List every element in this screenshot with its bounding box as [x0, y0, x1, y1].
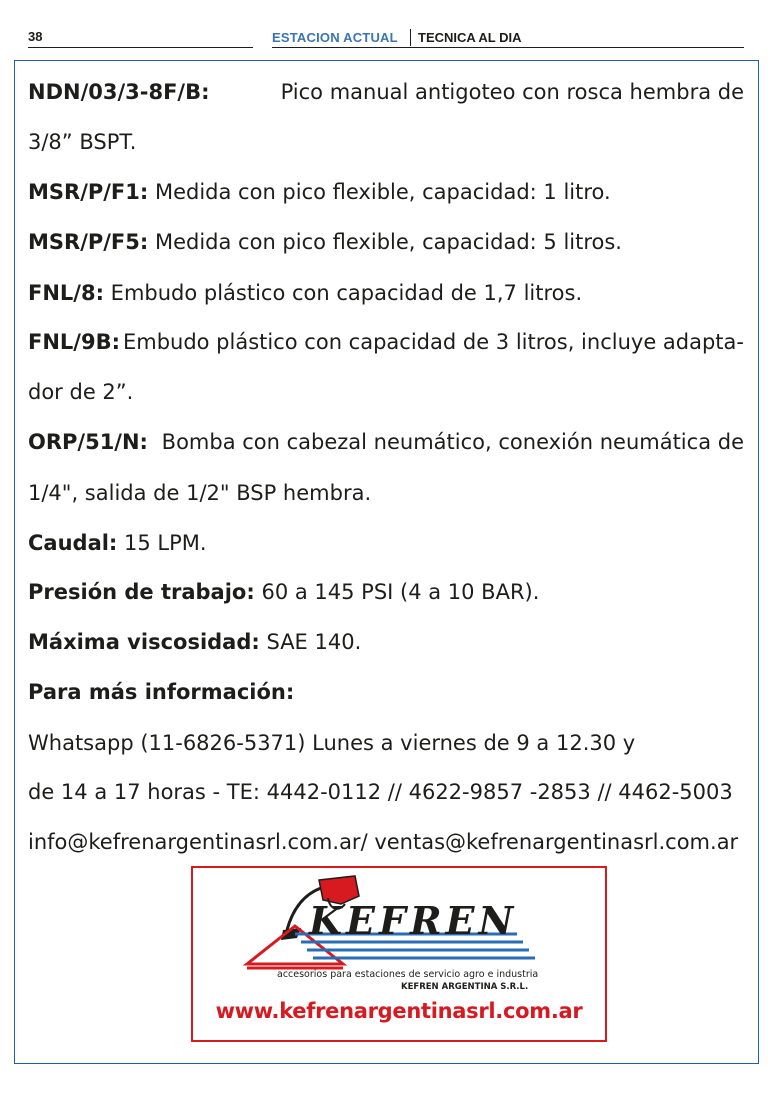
item-caudal-text: 15 LPM.	[124, 531, 207, 555]
item-fnl9-label: FNL/9B:	[28, 330, 120, 354]
kefren-wordmark: KEFREN	[309, 898, 518, 943]
section-title: ESTACION ACTUAL	[272, 30, 398, 45]
item-ndn-cont: 3/8” BSPT.	[28, 130, 137, 154]
item-msr5-text: Medida con pico flexible, capacidad: 5 litros.	[154, 230, 622, 254]
contact-line-phones: de 14 a 17 horas - TE: 4442-0112 // 4622-9857 -2853 // 4462-5003	[28, 780, 733, 804]
info-heading: Para más información:	[28, 680, 295, 704]
page-number: 38	[28, 29, 43, 44]
contact-emails: info@kefrenargentinasrl.com.ar/ ventas@kefrenargentinasrl.com.ar	[28, 830, 739, 854]
item-orp-label: ORP/51/N:	[28, 430, 148, 454]
item-presion-label: Presión de trabajo:	[28, 580, 255, 604]
item-fnl8-label: FNL/8:	[28, 281, 104, 305]
ad-company: KEFREN ARGENTINA S.R.L.	[401, 982, 529, 992]
item-ndn-label: NDN/03/3-8F/B:	[28, 80, 210, 104]
item-presion	[28, 579, 539, 605]
item-caudal	[28, 530, 207, 556]
ad-tagline: accesorios para estaciones de servicio agro e industria	[277, 969, 539, 980]
item-fnl9	[28, 329, 744, 355]
item-msr5	[28, 229, 622, 255]
item-fnl8	[28, 280, 582, 306]
header-rule-left	[28, 47, 253, 48]
item-fnl8-text: Embudo plástico con capacidad de 1,7 litros.	[110, 281, 583, 305]
item-fnl9-text: Embudo plástico con capacidad de 3 litros, incluye adapta-	[122, 330, 744, 354]
page-header	[0, 0, 779, 52]
item-viscosidad	[28, 629, 361, 655]
item-msr1-text: Medida con pico flexible, capacidad: 1 litro.	[154, 180, 611, 204]
item-ndn	[28, 79, 744, 105]
ad-website-link[interactable]: www.kefrenargentinasrl.com.ar	[215, 999, 583, 1023]
header-separator	[410, 29, 411, 46]
subsection-title: TECNICA AL DIA	[418, 30, 522, 45]
contact-line-hours: Whatsapp (11-6826-5371) Lunes a viernes de 9 a 12.30 y	[28, 731, 636, 755]
header-rule-right	[272, 47, 744, 48]
kefren-advertisement	[191, 866, 607, 1042]
item-orp	[28, 429, 744, 455]
item-caudal-label: Caudal:	[28, 531, 118, 555]
item-visc-text: SAE 140.	[266, 630, 362, 654]
item-presion-text: 60 a 145 PSI (4 a 10 BAR).	[261, 580, 540, 604]
item-ndn-text: Pico manual antigoteo con rosca hembra de	[280, 80, 744, 104]
item-orp-text: Bomba con cabezal neumático, conexión neumática de	[161, 430, 744, 454]
item-msr5-label: MSR/P/F5:	[28, 230, 149, 254]
item-fnl9-cont: dor de 2”.	[28, 380, 134, 404]
item-orp-cont: 1/4", salida de 1/2" BSP hembra.	[28, 481, 372, 505]
item-msr1	[28, 179, 611, 205]
item-visc-label: Máxima viscosidad:	[28, 630, 260, 654]
item-msr1-label: MSR/P/F1:	[28, 180, 149, 204]
